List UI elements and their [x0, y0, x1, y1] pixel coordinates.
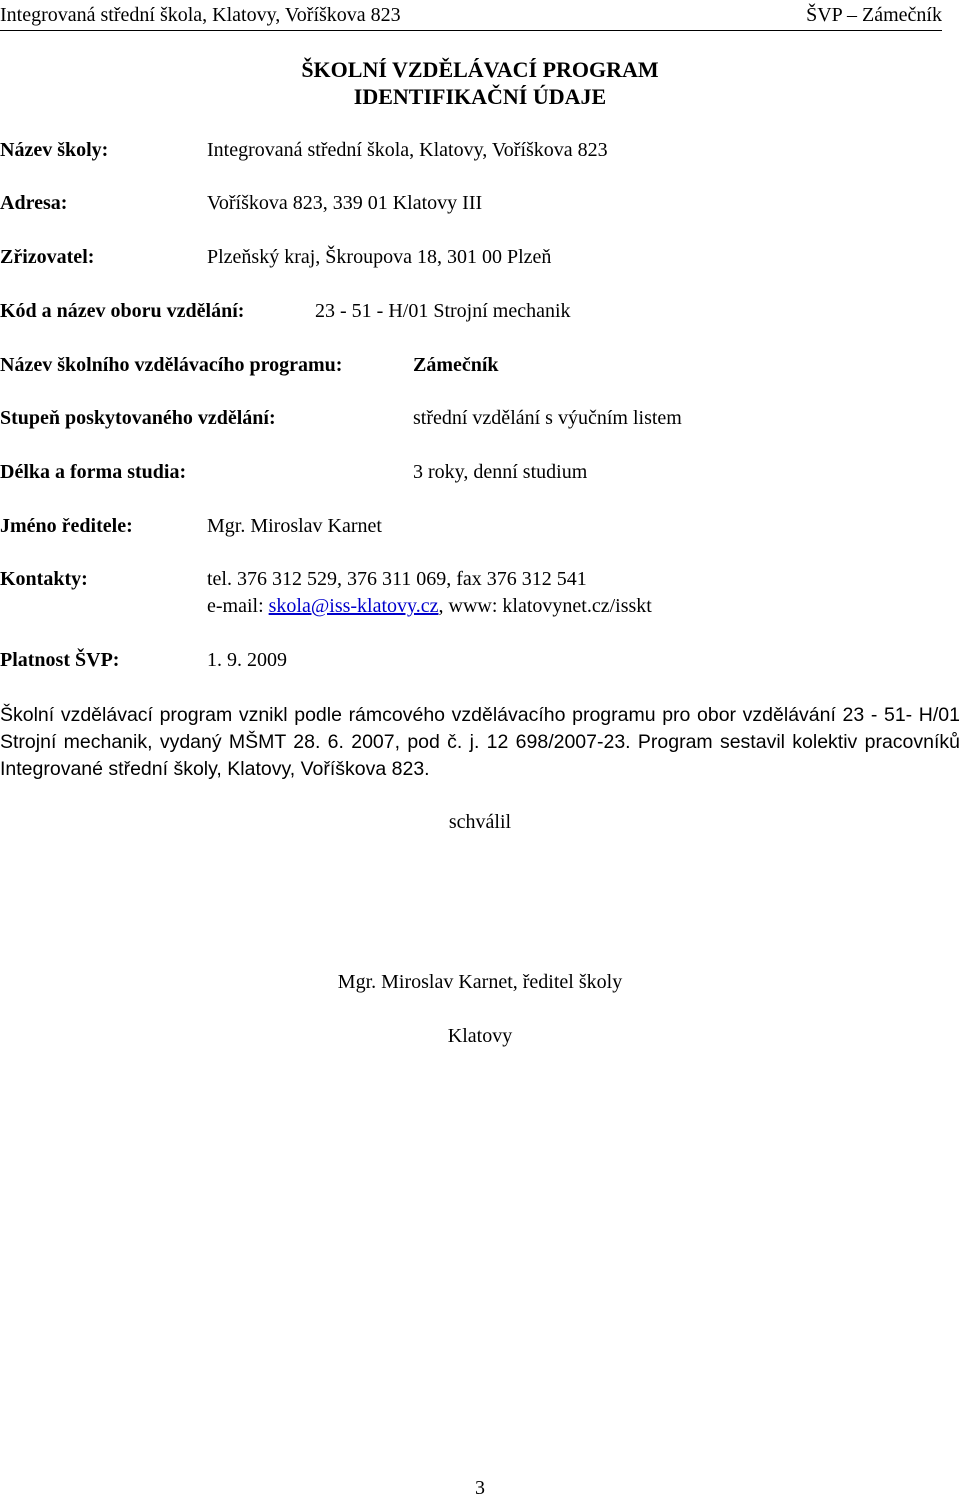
founder-value: Plzeňský kraj, Škroupova 18, 301 00 Plzeň — [207, 246, 552, 268]
contacts-label: Kontakty: — [0, 568, 88, 590]
level-value: střední vzdělání s výučním listem — [413, 407, 682, 429]
code-value: 23 - 51 - H/01 Strojní mechanik — [315, 300, 571, 322]
approval-signatory: Mgr. Miroslav Karnet, ředitel školy — [337, 971, 623, 993]
header-rule — [0, 30, 942, 31]
director-label: Jméno ředitele: — [0, 515, 133, 537]
program-label: Název školního vzdělávacího programu: — [0, 354, 343, 376]
approval-place: Klatovy — [447, 1025, 513, 1047]
length-label: Délka a forma studia: — [0, 461, 187, 483]
document-title: ŠKOLNÍ VZDĚLÁVACÍ PROGRAM — [301, 57, 659, 82]
length-value: 3 roky, denní studium — [413, 461, 588, 483]
validity-value: 1. 9. 2009 — [207, 649, 287, 671]
code-label: Kód a název oboru vzdělání: — [0, 300, 245, 322]
address-value: Voříškova 823, 339 01 Klatovy III — [207, 192, 483, 214]
website-text: , www: klatovynet.cz/isskt — [438, 595, 652, 617]
page-number: 3 — [475, 1477, 485, 1499]
approval-label: schválil — [448, 811, 512, 833]
director-value: Mgr. Miroslav Karnet — [207, 515, 382, 537]
program-value: Zámečník — [413, 354, 499, 376]
address-label: Adresa: — [0, 192, 68, 214]
contacts-email-line — [207, 594, 652, 618]
founder-label: Zřizovatel: — [0, 246, 95, 268]
level-label: Stupeň poskytovaného vzdělání: — [0, 407, 276, 429]
program-description: Školní vzdělávací program vznikl podle rámcového vzdělávacího programu pro obor vzdělávání 23 - 51- H/01 Strojní mechanik, vydaný MŠMT 28. 6. 2007, pod č. j. 12 698/2007-23. Program sestavil kolektiv pracovníků Integrované střední školy, Klatovy, Voříškova 823. — [0, 704, 960, 780]
school-label: Název školy: — [0, 139, 109, 161]
school-value: Integrovaná střední škola, Klatovy, Voříškova 823 — [207, 139, 608, 161]
validity-label: Platnost ŠVP: — [0, 649, 120, 671]
email-link[interactable]: skola@iss-klatovy.cz — [268, 595, 439, 617]
header-right: ŠVP – Zámečník — [806, 4, 942, 26]
contacts-phone: tel. 376 312 529, 376 311 069, fax 376 312 541 — [207, 568, 587, 590]
email-prefix: e-mail: — [207, 595, 269, 617]
document-subtitle: IDENTIFIKAČNÍ ÚDAJE — [353, 84, 607, 109]
header-left: Integrovaná střední škola, Klatovy, Voříškova 823 — [0, 4, 401, 26]
